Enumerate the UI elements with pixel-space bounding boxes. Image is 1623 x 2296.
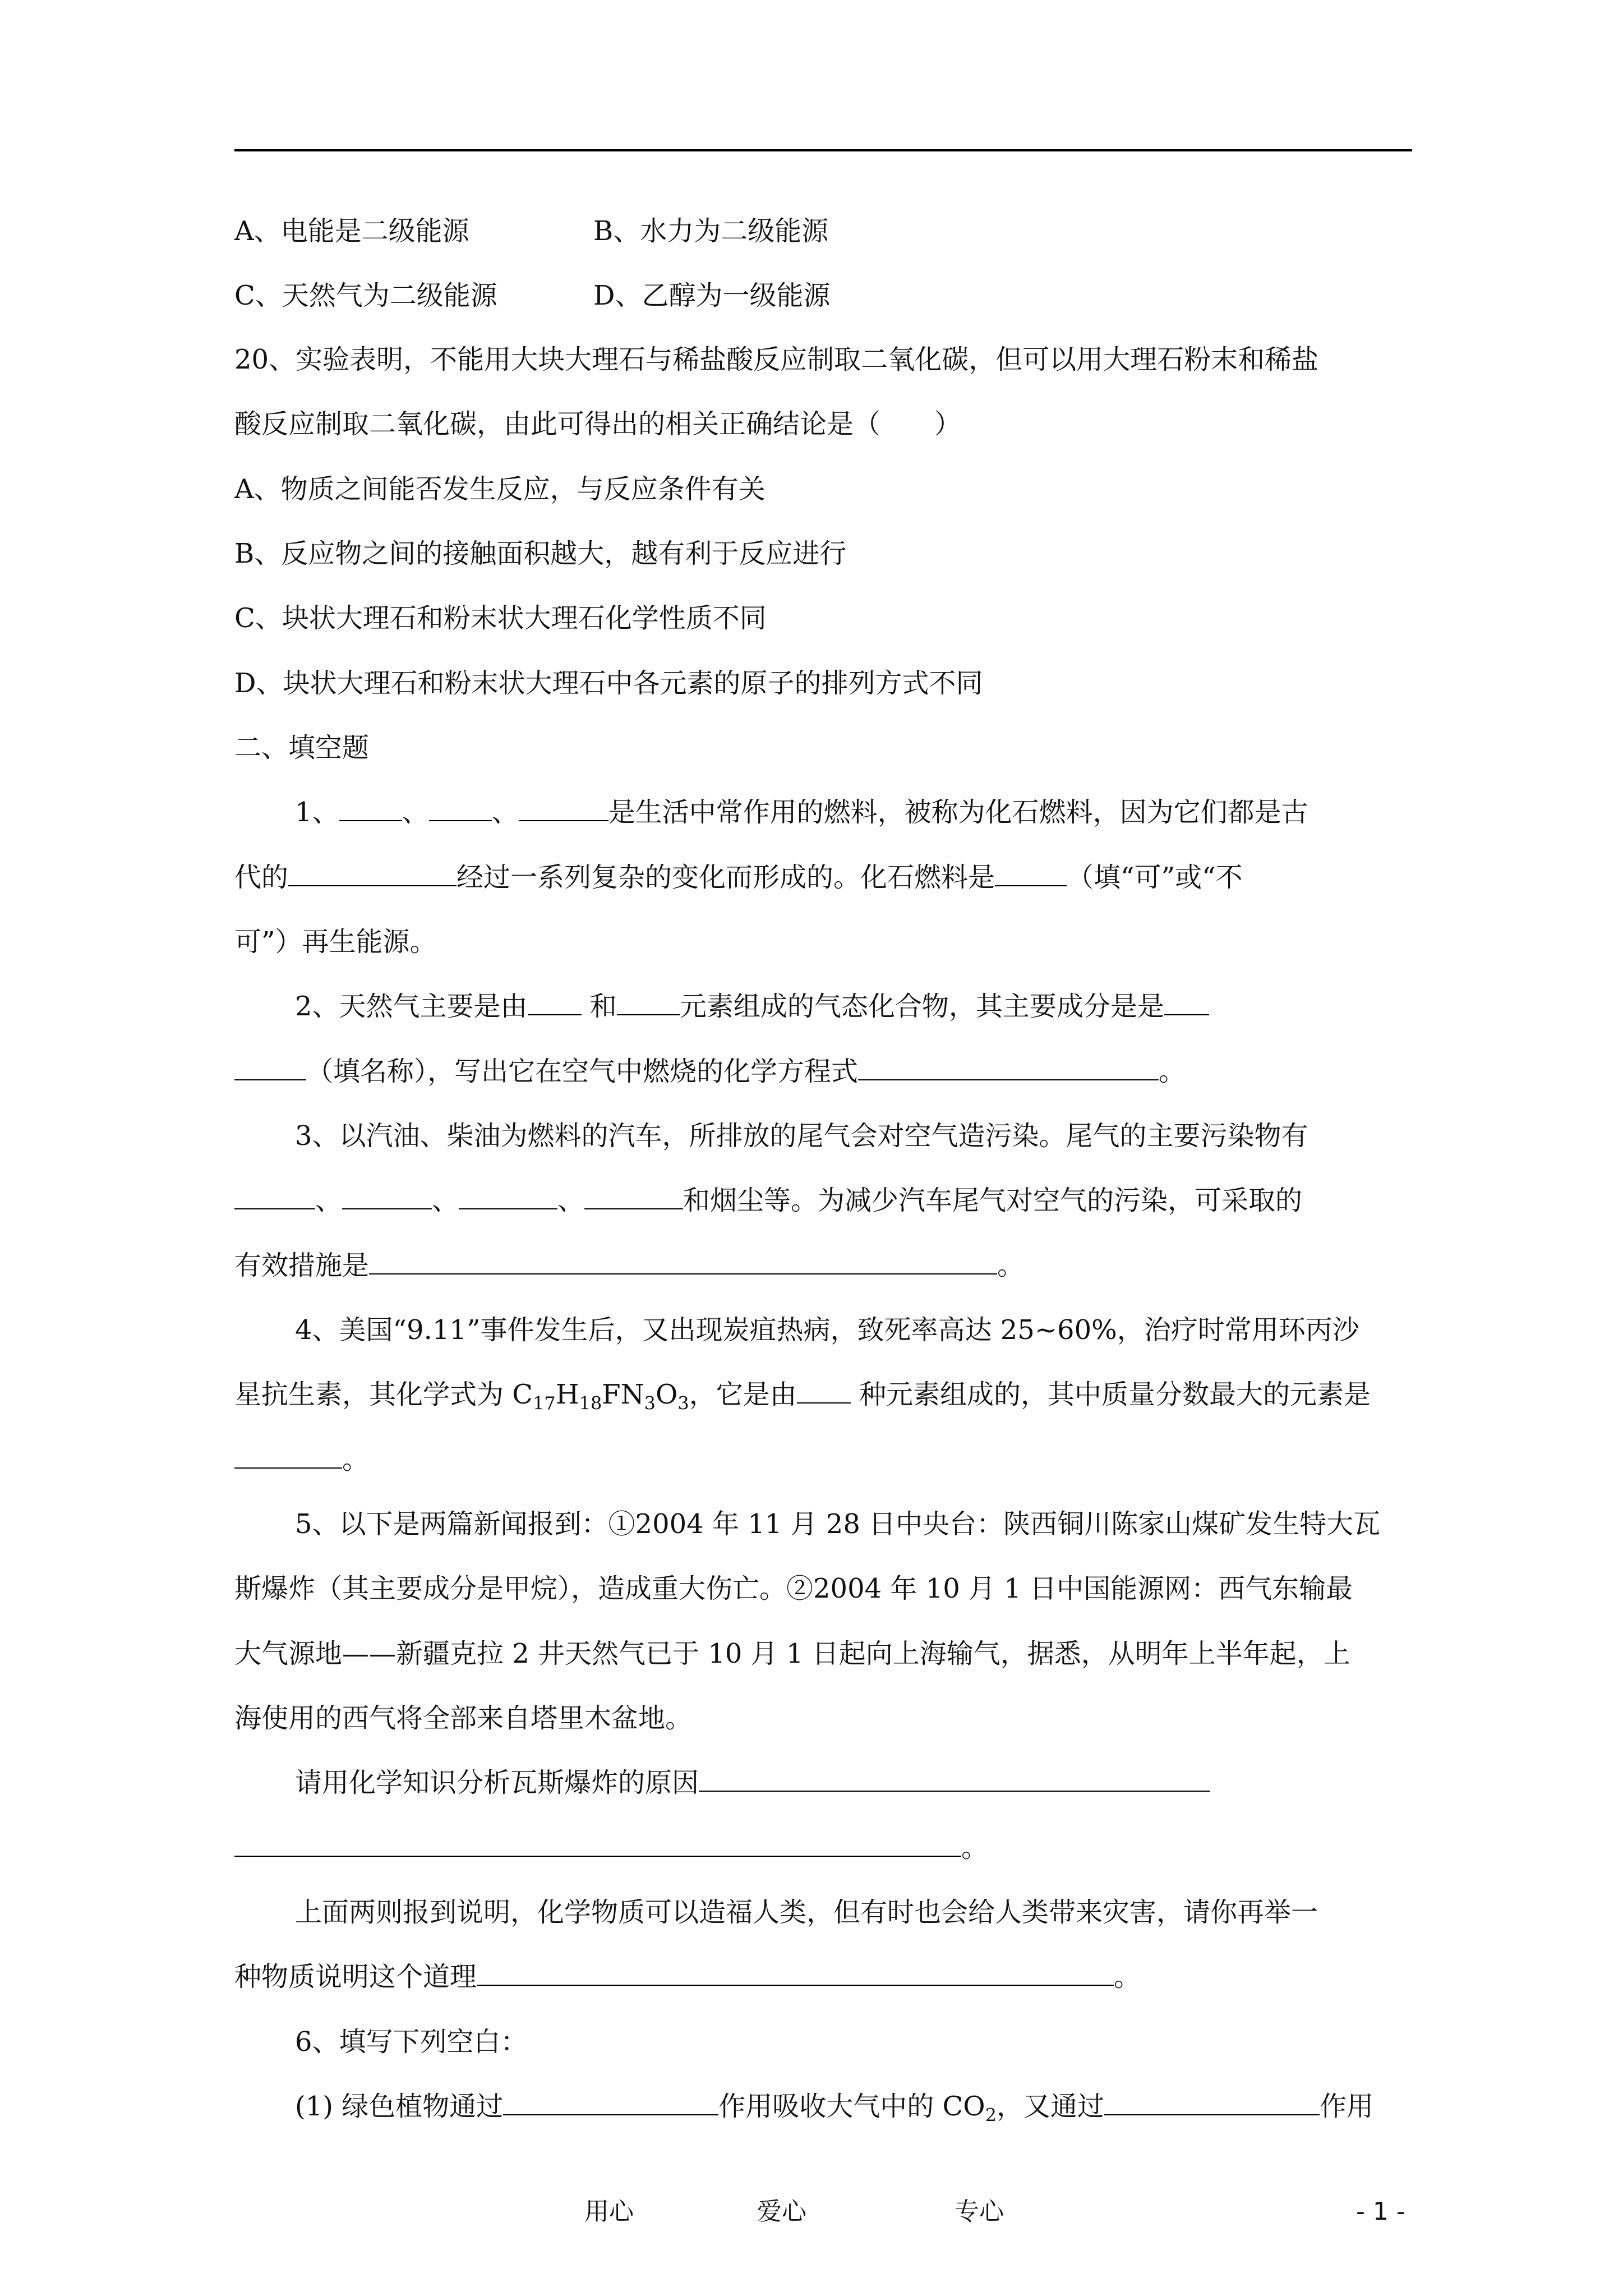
f4-text: H	[555, 1379, 579, 1410]
f6-text: ，又通过	[996, 2091, 1104, 2122]
f2-line1	[295, 990, 1209, 1023]
f6-title: 6、填写下列空白：	[295, 2026, 528, 2058]
blank	[234, 1055, 306, 1080]
blank	[995, 861, 1067, 886]
q20-option-d: D、块状大理石和粉末状大理石中各元素的原子的排列方式不同	[234, 668, 983, 699]
q20-option-b: B、反应物之间的接触面积越大，越有利于反应进行	[234, 538, 847, 569]
blank	[1104, 2090, 1320, 2115]
blank	[234, 1443, 342, 1469]
blank	[617, 990, 680, 1015]
f5-text: 请用化学知识分析瓦斯爆炸的原因	[295, 1767, 699, 1798]
f3-line2	[234, 1184, 1302, 1217]
blank	[288, 861, 457, 886]
q20-option-a: A、物质之间能否发生反应，与反应条件有关	[234, 473, 766, 505]
f5-line5	[295, 1766, 1210, 1800]
f2-text: 和	[581, 991, 617, 1022]
footer-word-3: 专心	[955, 2197, 1004, 2226]
f5-line1: 5、以下是两篇新闻报到：①2004 年 11 月 28 日中央台：陕西铜川陈家山煤矿发生特大瓦	[295, 1508, 1381, 1540]
separator: 、	[315, 1185, 343, 1216]
f4-text: 。	[342, 1444, 370, 1475]
page-number: - 1 -	[1356, 2197, 1405, 2226]
f1-text: 经过一系列复杂的变化而形成的。化石燃料是	[457, 862, 995, 893]
f1-line2	[234, 861, 1243, 894]
blank	[528, 990, 582, 1015]
subscript: 17	[533, 1392, 556, 1414]
f4-text: O	[655, 1379, 678, 1410]
f6-text: (1) 绿色植物通过	[295, 2091, 504, 2122]
blank	[858, 1055, 1159, 1080]
f3-text: 和烟尘等。为减少汽车尾气对空气的污染，可采取的	[683, 1185, 1303, 1216]
f1-text: （填“可”或“不	[1067, 862, 1243, 893]
f1-line3: 可”）再生能源。	[234, 926, 437, 958]
separator: 、	[557, 1185, 585, 1216]
footer-word-1: 用心	[584, 2197, 634, 2226]
f4-line1: 4、美国“9.11”事件发生后，又出现炭疽热病，致死率高达 25~60%，治疗时常用环丙沙	[295, 1314, 1359, 1346]
q20-option-c: C、块状大理石和粉末状大理石化学性质不同	[234, 602, 767, 634]
f4-text: 种元素组成的，其中质量分数最大的元素是	[850, 1379, 1371, 1410]
f6-text: 作用	[1319, 2091, 1373, 2122]
f4-text: 星抗生素，其化学式为 C	[234, 1379, 533, 1410]
header-rule	[234, 149, 1412, 151]
blank	[477, 1960, 1114, 1986]
f5-text: 种物质说明这个道理	[234, 1961, 477, 1993]
f1-text: 代的	[234, 862, 289, 893]
f6-text: 作用吸收大气中的 CO	[718, 2091, 985, 2122]
q19-option-b: B、水力为二级能源	[593, 215, 829, 247]
f1-line1	[295, 795, 1308, 829]
f2-text: 。	[1159, 1056, 1186, 1087]
footer-word-2: 爱心	[757, 2197, 806, 2226]
subscript: 18	[579, 1392, 602, 1414]
blank	[1164, 990, 1209, 1015]
f2-text: （填名称），写出它在空气中燃烧的化学方程式	[306, 1056, 859, 1087]
f5-line6	[234, 1831, 988, 1865]
f4-line2	[234, 1378, 1371, 1420]
blank	[429, 795, 492, 821]
blank	[234, 1831, 961, 1857]
f3-text: 。	[997, 1250, 1025, 1281]
f4-text: ，它是由	[689, 1379, 797, 1410]
q19-option-d: D、乙醇为一级能源	[593, 280, 831, 311]
f3-line1: 3、以汽油、柴油为燃料的汽车，所排放的尾气会对空气造污染。尾气的主要污染物有	[295, 1120, 1308, 1152]
f6-item1	[295, 2090, 1373, 2132]
subscript: 3	[644, 1392, 656, 1414]
f5-line2: 斯爆炸（其主要成分是甲烷），造成重大伤亡。②2004 年 10 月 1 日中国能源网：西气东输最	[234, 1573, 1353, 1604]
blank	[503, 2090, 718, 2115]
f1-text: 是生活中常作用的燃料，被称为化石燃料，因为它们都是古	[608, 797, 1308, 828]
f3-line3	[234, 1249, 1024, 1282]
f5-line4: 海使用的西气将全部来自塔里木盆地。	[234, 1703, 693, 1734]
q20-stem-line1: 20、实验表明，不能用大块大理石与稀盐酸反应制取二氧化碳，但可以用大理石粉末和稀盐	[234, 344, 1319, 375]
f5-text: 。	[1114, 1961, 1141, 1993]
f1-number: 1、	[295, 797, 339, 828]
f4-text: FN	[602, 1379, 644, 1410]
blank	[584, 1184, 683, 1209]
section-title: 二、填空题	[234, 732, 370, 763]
q20-stem-line2: 酸反应制取二氧化碳，由此可得出的相关正确结论是（ ）	[234, 408, 962, 440]
f3-text: 有效措施是	[234, 1250, 370, 1281]
blank	[699, 1766, 1210, 1792]
separator: 、	[432, 1185, 459, 1216]
blank	[459, 1184, 557, 1209]
separator: 、	[402, 797, 429, 828]
f2-text: 2、天然气主要是由	[295, 991, 528, 1022]
f5-line3: 大气源地——新疆克拉 2 井天然气已于 10 月 1 日起向上海输气，据悉，从明年上半年起，上	[234, 1638, 1350, 1669]
f4-line3	[234, 1443, 369, 1476]
separator: 、	[491, 797, 519, 828]
f5-line7: 上面两则报到说明，化学物质可以造福人类，但有时也会给人类带来灾害，请你再举一	[295, 1897, 1318, 1928]
blank	[234, 1184, 315, 1209]
blank	[342, 1184, 432, 1209]
subscript: 2	[985, 2104, 997, 2126]
subscript: 3	[677, 1392, 689, 1414]
blank	[369, 1249, 997, 1274]
q19-option-a: A、电能是二级能源	[234, 215, 469, 247]
blank	[519, 795, 608, 821]
f2-line2	[234, 1055, 1186, 1088]
f2-text: 元素组成的气态化合物，其主要成分是是	[679, 991, 1164, 1022]
f5-text: 。	[961, 1832, 989, 1864]
blank	[797, 1378, 851, 1404]
blank	[339, 795, 402, 821]
q19-option-c: C、天然气为二级能源	[234, 280, 497, 311]
f5-line8	[234, 1960, 1141, 1994]
